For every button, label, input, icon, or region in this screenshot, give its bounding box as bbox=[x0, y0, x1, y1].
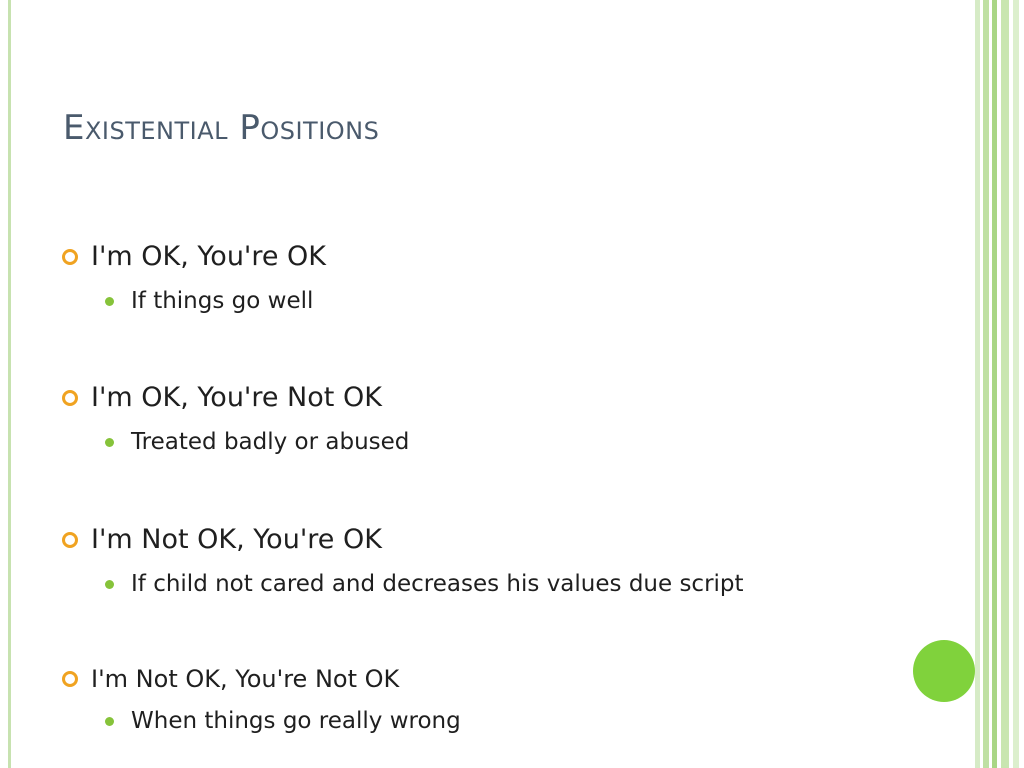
circle-bullet-icon bbox=[62, 532, 78, 548]
circle-bullet-icon bbox=[62, 671, 78, 687]
sub-bullet-item bbox=[105, 429, 409, 455]
green-circle-icon bbox=[913, 640, 975, 702]
bullet-item bbox=[62, 524, 382, 555]
slide-title: Existential Positions bbox=[63, 108, 380, 148]
bullet-label: I'm OK, You're Not OK bbox=[91, 382, 382, 413]
dot-bullet-icon bbox=[105, 717, 114, 726]
left-border-line bbox=[8, 0, 11, 768]
sub-bullet-item bbox=[105, 708, 461, 734]
circle-bullet-icon bbox=[62, 249, 78, 265]
dot-bullet-icon bbox=[105, 438, 114, 447]
sub-bullet-item bbox=[105, 288, 313, 314]
sub-bullet-label: Treated badly or abused bbox=[131, 429, 410, 455]
bullet-item bbox=[62, 241, 326, 272]
dot-bullet-icon bbox=[105, 297, 114, 306]
sub-bullet-label: If child not cared and decreases his values due script bbox=[131, 571, 744, 597]
bullet-label: I'm Not OK, You're Not OK bbox=[91, 665, 400, 693]
circle-bullet-icon bbox=[62, 390, 78, 406]
bullet-label: I'm OK, You're OK bbox=[91, 241, 327, 272]
sub-bullet-label: When things go really wrong bbox=[131, 708, 461, 734]
bullet-label: I'm Not OK, You're OK bbox=[91, 524, 382, 555]
dot-bullet-icon bbox=[105, 580, 114, 589]
right-border-decoration bbox=[975, 0, 1024, 768]
sub-bullet-label: If things go well bbox=[131, 288, 314, 314]
bullet-item bbox=[62, 665, 399, 693]
sub-bullet-item bbox=[105, 571, 744, 597]
bullet-item bbox=[62, 382, 382, 413]
